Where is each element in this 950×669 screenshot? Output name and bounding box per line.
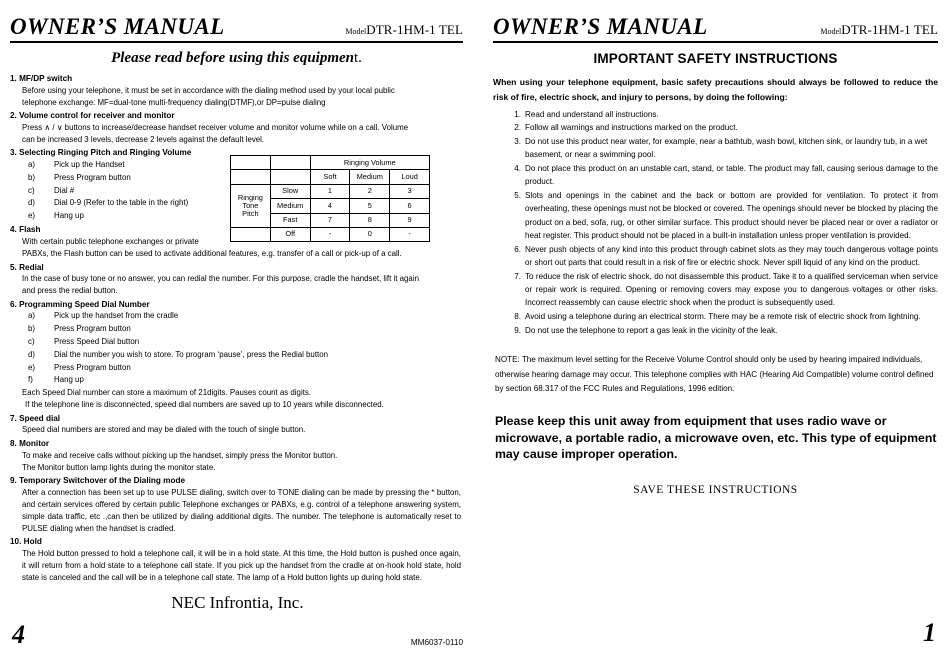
- pitch-label-line-2: Tone: [242, 200, 259, 210]
- right-model-code: DTR-1HM-1 TEL: [841, 22, 938, 37]
- section-5-para-1: In the case of busy tone or no answer, you can redial the number. For this purpose, cradle the handset, lift it again: [22, 274, 419, 284]
- section-1-para-2: telephone exchange: MF=dual-tone multi-frequency dialing(DTMF),or DP=pulse dialing: [22, 97, 326, 107]
- table-row: [231, 184, 430, 198]
- table-cell-value: 9: [390, 213, 430, 227]
- step-marker: a): [28, 159, 36, 169]
- item-text: Avoid using a telephone during an electrical storm. There may be a remote risk of electric shock from lightning.: [525, 312, 921, 322]
- step-text: Press Program button: [54, 362, 131, 372]
- ringing-tone-pitch-label: [231, 184, 271, 227]
- section-6-para-2: If the telephone line is disconnected, speed dial numbers are saved up to 10 years while disconnected.: [25, 400, 384, 410]
- step-marker: c): [28, 185, 35, 195]
- section-4-para-2: PABXs, the Flash button can be used to activate additional features, e.g. transfer of a call or pick-up of a call.: [22, 249, 402, 259]
- section-heading-7: 7. Speed dial: [10, 413, 61, 423]
- section-heading-8: 8. Monitor: [10, 438, 50, 448]
- right-model-word: Model: [820, 27, 842, 36]
- section-heading-3: 3. Selecting Ringing Pitch and Ringing Volume: [10, 148, 192, 158]
- step-text: Hang up: [54, 211, 84, 221]
- step-text: Pick up the Handset: [54, 159, 125, 169]
- left-model-code: DTR-1HM-1 TEL: [366, 22, 463, 37]
- item-number: 4.: [514, 164, 521, 174]
- section-7-para-1: Speed dial numbers are stored and may be dialed with the touch of single button.: [22, 425, 306, 435]
- list-item: [28, 336, 463, 349]
- please-read-heading: [10, 50, 463, 67]
- list-item: [28, 349, 463, 362]
- table-cell-value: 3: [390, 184, 430, 198]
- table-cell-value: 2: [350, 184, 390, 198]
- step-text: Dial 0-9 (Refer to the table in the right): [54, 198, 189, 208]
- item-number: 6.: [514, 244, 521, 254]
- ringing-settings-table-wrapper: [230, 155, 430, 242]
- table-cell-value: 4: [310, 199, 350, 213]
- company-name: NEC Infrontia, Inc.: [171, 593, 304, 612]
- section-5-para-2: and press the redial button.: [22, 286, 118, 296]
- table-cell-value: 6: [390, 199, 430, 213]
- list-item: [28, 310, 463, 323]
- section-10-para-1: The Hold button pressed to hold a telephone call, it will be in a hold state. At this time, the Hold button is pushed once again, it will return from a hold state to a telephone call state. If you pick up the handset from the cradle at on-hook hold state, hold state is canceled and the call will be in a telephone call state. The lamp of a Hold button lights up during hold state.: [22, 548, 461, 582]
- section-8-para-1: To make and receive calls without picking up the handset, simply press the Monitor button.: [22, 450, 338, 460]
- section-1-para-1: Before using your telephone, it must be set in accordance with the dialing method used by your local public: [22, 85, 395, 95]
- left-masthead-rule: [10, 41, 463, 43]
- left-manual-title: OWNER’S MANUAL: [10, 14, 225, 39]
- section-6-steps: [10, 310, 463, 387]
- list-item: [507, 121, 938, 134]
- step-marker: d): [28, 349, 36, 359]
- right-manual-title: OWNER’S MANUAL: [493, 14, 708, 39]
- table-cell-value: 7: [310, 213, 350, 227]
- step-text: Hang up: [54, 375, 84, 385]
- rf-interference-warning: Please keep this unit away from equipment that uses radio wave or microwave, a portable radio, a microwave oven, etc. This type of equipment may cause improper operation.: [495, 414, 937, 462]
- safety-instructions-list: [493, 108, 938, 338]
- step-text: Dial the number you wish to store. To program ‘pause’, press the Redial button: [54, 349, 328, 359]
- table-cell-empty: [231, 227, 271, 241]
- ringing-volume-header: Ringing Volume: [310, 156, 429, 170]
- section-heading-9: 9. Temporary Switchover of the Dialing mode: [10, 476, 186, 486]
- step-marker: b): [28, 324, 36, 334]
- right-page: [475, 0, 950, 669]
- item-number: 8.: [514, 312, 521, 322]
- volume-level-soft: Soft: [310, 170, 350, 184]
- please-read-main: Please read before using this equipmen: [111, 50, 354, 66]
- step-marker: c): [28, 337, 35, 347]
- safety-intro-paragraph: When using your telephone equipment, basic safety precautions should always be followed to reduce the risk of fire, electric shock, and injury to persons, by doing the following:: [493, 77, 938, 103]
- pitch-label-line-1: Ringing: [237, 192, 263, 202]
- please-read-tail: t.: [354, 50, 362, 66]
- item-number: 5.: [514, 191, 521, 201]
- left-model-designation: [345, 21, 463, 40]
- section-2-para-2: can be increased 3 levels, decrease 2 levels against the default level.: [22, 134, 265, 144]
- right-model-designation: [820, 21, 938, 40]
- table-cell-value: 8: [350, 213, 390, 227]
- table-row: [231, 227, 430, 241]
- section-4-para-1: With certain public telephone exchanges or private: [22, 237, 199, 247]
- ringing-settings-table: [230, 155, 430, 242]
- list-item: [28, 374, 463, 387]
- list-item: [507, 162, 938, 189]
- list-item: [507, 270, 938, 310]
- left-model-word: Model: [345, 27, 367, 36]
- item-text: Slots and openings in the cabinet and the back or bottom are provided for ventilation. To protect it from overheating, these openings must not be blocked or covered. The openings should never be blocked by placing the product on a bed, sofa, rug, or other similar surface. This product should never be placed near or over a radiator or heat register. This product should not be placed in a built-in installation unless proper ventilation is provided.: [525, 191, 938, 240]
- list-item: [507, 189, 938, 242]
- item-number: 1.: [514, 109, 521, 119]
- item-number: 7.: [514, 271, 521, 281]
- list-item: [507, 324, 938, 337]
- list-item: [507, 243, 938, 270]
- list-item: [507, 135, 938, 162]
- item-text: Do not place this product on an unstable cart, stand, or table. The product may fall, causing serious damage to the product.: [525, 164, 938, 187]
- pitch-row-label: Fast: [270, 213, 310, 227]
- step-marker: a): [28, 311, 36, 321]
- save-these-instructions: SAVE THESE INSTRUCTIONS: [633, 484, 798, 497]
- step-marker: e): [28, 211, 36, 221]
- list-item: [28, 362, 463, 375]
- list-item: [28, 323, 463, 336]
- section-heading-1: 1. MF/DP switch: [10, 74, 73, 83]
- step-text: Pick up the handset from the cradle: [54, 311, 179, 321]
- pitch-row-label: Slow: [270, 184, 310, 198]
- step-marker: b): [28, 172, 36, 182]
- item-text: Follow all warnings and instructions marked on the product.: [525, 123, 738, 133]
- step-marker: d): [28, 198, 36, 208]
- document-number: MM6037-0110: [410, 638, 463, 647]
- table-row: [231, 170, 430, 184]
- section-heading-10: 10. Hold: [10, 537, 42, 547]
- section-8-para-2: The Monitor button lamp lights during the monitor state.: [22, 462, 216, 472]
- list-item: [507, 310, 938, 323]
- step-text: Dial #: [54, 185, 75, 195]
- section-2-para-1: Press ∧ / ∨ buttons to increase/decrease handset receiver volume and monitor volume while on a call. Volume: [22, 122, 409, 132]
- pitch-label-line-3: Pitch: [242, 208, 259, 218]
- table-cell-empty: [270, 156, 310, 170]
- right-masthead-rule: [493, 41, 938, 43]
- volume-level-loud: Loud: [390, 170, 430, 184]
- table-cell-value: 0: [350, 227, 390, 241]
- table-cell-empty: [231, 156, 271, 170]
- item-text: Never push objects of any kind into this product through cabinet slots as they may touch dangerous voltage points or short out parts that could result in a risk of fire or electric shock. Never spill liquid of any kind on the product.: [525, 244, 938, 268]
- safety-instructions-title: IMPORTANT SAFETY INSTRUCTIONS: [593, 51, 838, 66]
- section-6-para-1: Each Speed Dial number can store a maximum of 21digits. Pauses count as digits.: [22, 388, 312, 398]
- pitch-row-label: Off: [270, 227, 310, 241]
- table-cell-value: -: [310, 227, 350, 241]
- pitch-row-label: Medium: [270, 199, 310, 213]
- step-text: Press Speed Dial button: [54, 337, 140, 347]
- item-number: 2.: [514, 123, 521, 133]
- item-text: Read and understand all instructions.: [525, 109, 659, 119]
- item-number: 3.: [514, 137, 521, 147]
- page-number-left: 4: [12, 620, 25, 649]
- table-cell-empty: [231, 170, 271, 184]
- list-item: [507, 108, 938, 121]
- section-heading-6: 6. Programming Speed Dial Number: [10, 299, 150, 309]
- section-9-para-1: After a connection has been set up to use PULSE dialing, switch over to TONE dialing can be made by pressing the * button, and certain services offered by certain public Telephone exchanges or PABXs, e.g. control of a telephone answering system, simple data traffic, etc .,can then be utilized by dialing additional digits. The number. The telephone is automatically reset to PULSE dialing when the handset is cradled.: [22, 487, 461, 533]
- table-cell-empty: [270, 170, 310, 184]
- step-marker: f): [28, 375, 33, 385]
- step-text: Press Program button: [54, 324, 131, 334]
- step-text: Press Program button: [54, 172, 131, 182]
- table-cell-value: -: [390, 227, 430, 241]
- item-text: Do not use this product near water, for example, near a bathtub, wash bowl, kitchen sink, or laundry tub, in a wet basement, or near a swimming pool.: [525, 137, 928, 160]
- page-number-right: 1: [923, 618, 936, 647]
- section-heading-5: 5. Redial: [10, 262, 44, 272]
- section-heading-2: 2. Volume control for receiver and monitor: [10, 111, 175, 121]
- hearing-aid-note: NOTE: The maximum level setting for the Receive Volume Control should only be used by hearing impaired individuals, otherwise hearing damage may occur. This telephone complies with HAC (Hearing Aid Compatible) volume control defined by section 68.317 of the FCC Rules and Regulations, 1996 edition.: [495, 355, 934, 393]
- volume-level-medium: Medium: [350, 170, 390, 184]
- item-number: 9.: [514, 325, 521, 335]
- section-heading-4: 4. Flash: [10, 225, 41, 235]
- item-text: Do not use the telephone to report a gas leak in the vicinity of the leak.: [525, 325, 778, 335]
- table-row: [231, 156, 430, 170]
- left-masthead: [10, 0, 463, 43]
- item-text: To reduce the risk of electric shock, do not disassemble this product. Take it to a qualified serviceman when service or repair work is required. Opening or removing covers may expose you to dangerous voltages or other risks. Incorrect reassembly can cause electric shock when the product is subsequently used.: [525, 271, 938, 308]
- right-masthead: [493, 0, 938, 43]
- table-cell-value: 1: [310, 184, 350, 198]
- table-cell-value: 5: [350, 199, 390, 213]
- step-marker: e): [28, 362, 36, 372]
